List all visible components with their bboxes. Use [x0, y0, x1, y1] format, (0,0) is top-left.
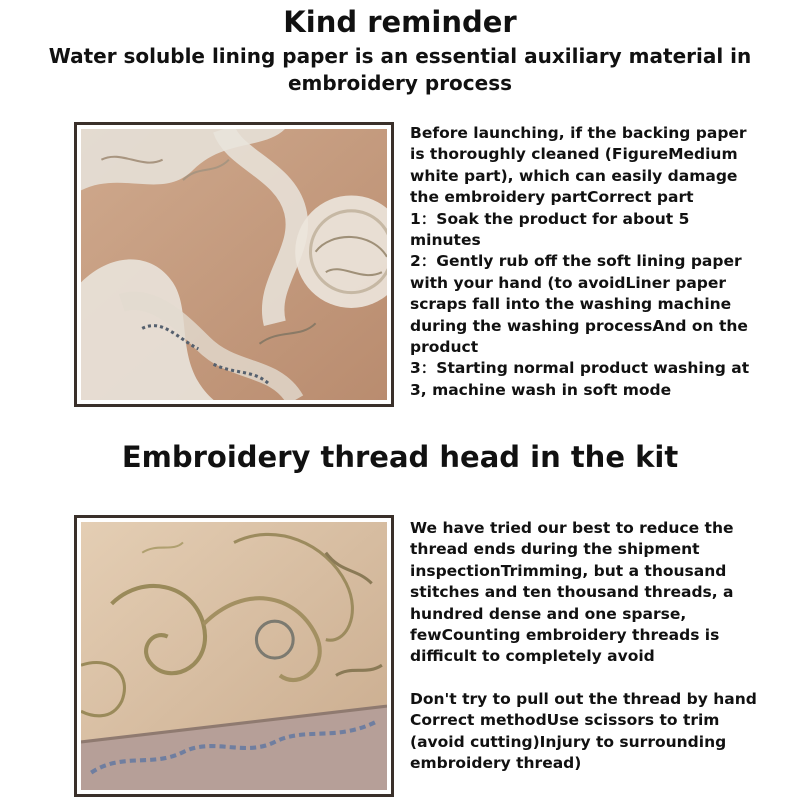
kind-reminder-title: Kind reminder — [283, 5, 517, 39]
instruction-line: is thoroughly cleaned (FigureMedium — [410, 145, 738, 164]
thread-embroidery-image — [81, 522, 387, 790]
explanation-line: difficult to completely avoid — [410, 647, 655, 666]
explanation-line: We have tried our best to reduce the — [410, 519, 734, 537]
instruction-line: 2：Gently rub off the soft lining paper — [410, 252, 742, 271]
instruction-line: product — [410, 338, 479, 357]
instruction-line: scraps fall into the washing machine — [410, 295, 732, 314]
explanation-line: embroidery thread) — [410, 754, 582, 773]
explanation-line: fewCounting embroidery threads is — [410, 626, 720, 645]
lining-paper-subtitle — [40, 43, 760, 97]
instruction-line: 1：Soak the product for about 5 — [410, 209, 690, 228]
subtitle-line: embroidery process — [287, 71, 513, 95]
explanation-line: Don't try to pull out the thread by hand — [410, 689, 757, 708]
thread-head-explanation — [410, 518, 770, 774]
explanation-line: inspectionTrimming, but a thousand — [410, 561, 727, 580]
instruction-line: 3：Starting normal product washing at — [410, 359, 750, 378]
subtitle-line: Water soluble lining paper is an essential auxiliary material in — [48, 44, 752, 68]
instruction-line: white part), which can easily damage — [410, 166, 738, 185]
instruction-line: during the washing processAnd on the — [410, 316, 748, 335]
paragraph-gap — [410, 668, 770, 689]
explanation-line: stitches and ten thousand threads, a — [410, 583, 734, 602]
explanation-line: Correct methodUse scissors to trim — [410, 711, 720, 730]
explanation-line: hundred dense and one sparse, — [410, 604, 687, 623]
instruction-line: 3, machine wash in soft mode — [410, 380, 672, 399]
thread-head-title: Embroidery thread head in the kit — [121, 440, 679, 474]
lining-paper-instructions — [410, 123, 770, 401]
instruction-line: with your hand (to avoidLiner paper — [410, 273, 727, 292]
instruction-line: minutes — [410, 231, 481, 250]
explanation-line: thread ends during the shipment — [410, 540, 700, 559]
instruction-line: Before launching, if the backing paper — [410, 124, 747, 142]
embroidery-lace-photo — [74, 122, 394, 407]
embroidery-thread-photo — [74, 515, 394, 797]
explanation-line: (avoid cutting)Injury to surrounding — [410, 732, 727, 751]
lace-embroidery-image — [81, 129, 387, 400]
instruction-line: the embroidery partCorrect part — [410, 188, 694, 207]
